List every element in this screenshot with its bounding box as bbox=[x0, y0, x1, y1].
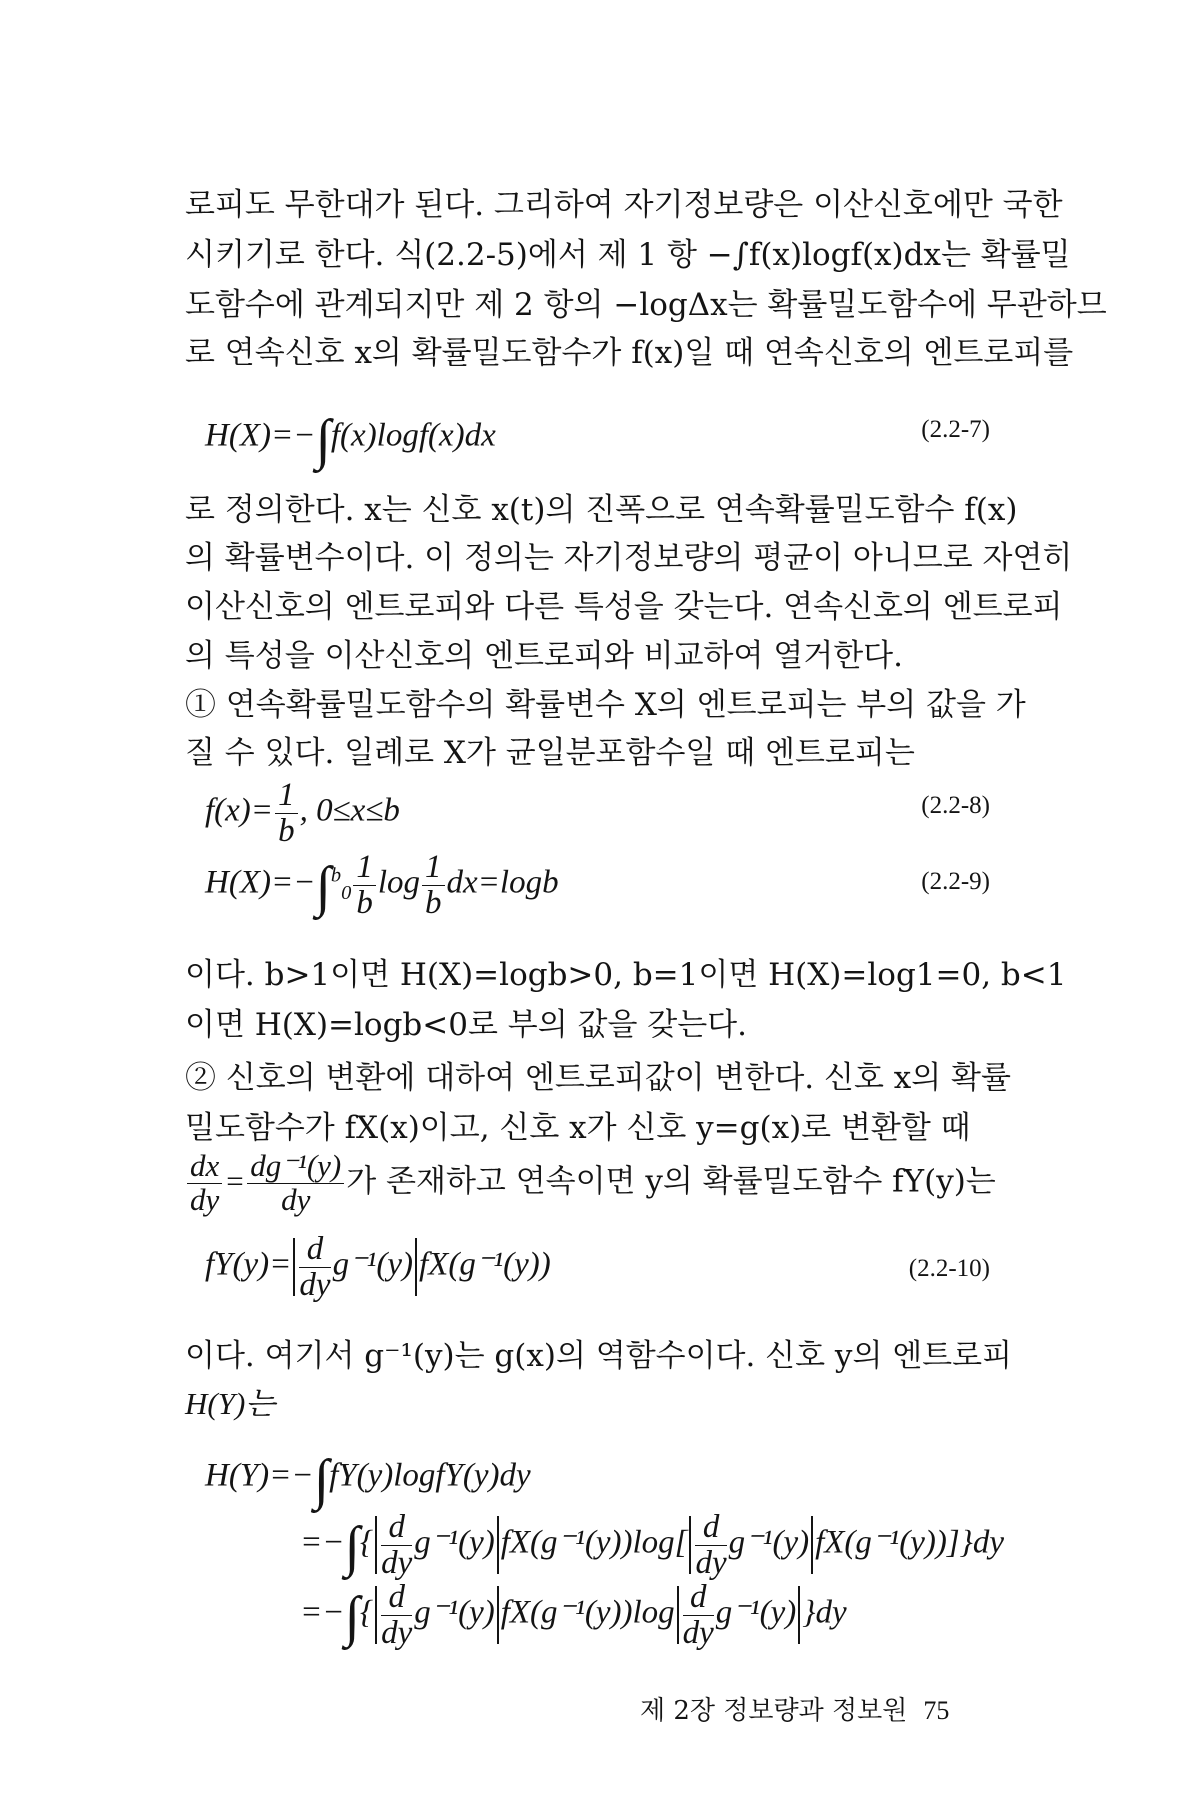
equation-hy-line-1 bbox=[205, 1448, 531, 1512]
equation-2-2-10 bbox=[205, 1232, 551, 1302]
body-line-14: 밀도함수가 fX(x)이고, 신호 x가 신호 y=g(x)로 변환할 때 bbox=[185, 1110, 971, 1146]
abs-bar bbox=[798, 1586, 800, 1644]
right-brace: } bbox=[959, 1524, 973, 1561]
integral-sign: ∫ bbox=[315, 409, 331, 471]
equation-hy-line-3-content bbox=[300, 1580, 847, 1650]
integral-sign: ∫ bbox=[344, 1586, 360, 1649]
eq-lhs: H(X)=− bbox=[205, 864, 316, 901]
equals-sign: = bbox=[224, 1163, 246, 1199]
equation-number-2-2-9: (2.2-9) bbox=[921, 868, 990, 895]
chapter-title: 제 2장 정보량과 정보원 bbox=[640, 1696, 908, 1726]
eq-mid: log bbox=[377, 864, 420, 901]
denominator: b bbox=[425, 884, 442, 921]
abs-bar bbox=[375, 1516, 377, 1574]
body-line-16: 이다. 여기서 g⁻¹(y)는 g(x)의 역함수이다. 신호 y의 엔트로피 bbox=[185, 1338, 1013, 1374]
numerator: 1 bbox=[422, 850, 445, 886]
numerator: 1 bbox=[275, 778, 298, 814]
upper-limit: b bbox=[330, 864, 342, 887]
integral-sign: ∫ bbox=[344, 1516, 360, 1579]
abs-bar bbox=[497, 1516, 499, 1574]
numerator: d bbox=[683, 1580, 714, 1616]
eq-part: fX(g⁻¹(y)) bbox=[815, 1524, 947, 1561]
body-line-13: ② 신호의 변환에 대하여 엔트로피값이 변한다. 신호 x의 확률 bbox=[185, 1060, 1011, 1096]
denominator: dy bbox=[695, 1544, 727, 1581]
left-bracket: [ bbox=[674, 1524, 688, 1561]
eq-part: g⁻¹(y) bbox=[715, 1594, 797, 1631]
eq-end: dy bbox=[972, 1524, 1005, 1561]
equation-2-2-7 bbox=[205, 408, 496, 472]
right-bracket: ] bbox=[946, 1524, 960, 1561]
denominator: b bbox=[278, 812, 295, 849]
body-line-10: 질 수 있다. 일례로 X가 균일분포함수일 때 엔트로피는 bbox=[185, 735, 915, 771]
equation-number-2-2-8: (2.2-8) bbox=[921, 792, 990, 819]
body-line-6: 의 확률변수이다. 이 정의는 자기정보량의 평균이 아니므로 자연히 bbox=[185, 540, 1073, 576]
body-line-4: 로 연속신호 x의 확률밀도함수가 f(x)일 때 연속신호의 엔트로피를 bbox=[185, 335, 1074, 371]
body-line-2: 시키기로 한다. 식(2.2-5)에서 제 1 항 −∫f(x)logf(x)dx는 확률밀 bbox=[185, 237, 1071, 273]
fraction bbox=[275, 778, 298, 848]
left-brace: { bbox=[359, 1594, 374, 1631]
numerator: dg⁻¹(y) bbox=[247, 1150, 344, 1184]
eq-lhs: H(Y)=− bbox=[205, 1457, 314, 1494]
eq-part: g⁻¹(y) bbox=[414, 1594, 495, 1631]
equation-2-2-8 bbox=[205, 778, 400, 848]
denominator: dy bbox=[299, 1266, 331, 1303]
lower-limit: 0 bbox=[341, 881, 352, 904]
numerator: d bbox=[381, 1510, 412, 1546]
left-brace: { bbox=[359, 1524, 374, 1561]
fraction bbox=[683, 1580, 714, 1650]
denominator: dy bbox=[381, 1544, 413, 1581]
denominator: dy bbox=[190, 1181, 220, 1217]
eq-start: =− bbox=[300, 1594, 345, 1631]
eq-part: g⁻¹(y) bbox=[414, 1524, 495, 1561]
abs-bar bbox=[293, 1238, 295, 1296]
equation-hy-line-2 bbox=[300, 1510, 1004, 1580]
eq-lhs: H(X)=− bbox=[205, 417, 316, 454]
numerator: 1 bbox=[353, 850, 376, 886]
numerator: d bbox=[381, 1580, 412, 1616]
eq-body: fY(y)logfY(y)dy bbox=[329, 1457, 531, 1494]
right-brace: } bbox=[802, 1594, 816, 1631]
denominator: dy bbox=[682, 1614, 714, 1651]
fraction bbox=[422, 850, 445, 920]
denominator: dy bbox=[381, 1614, 413, 1651]
eq-end: dy bbox=[815, 1594, 847, 1631]
integral-sign: ∫ bbox=[315, 856, 331, 919]
eq-mid: g⁻¹(y) bbox=[332, 1246, 414, 1283]
eq-lhs: f(x)= bbox=[205, 792, 274, 829]
body-line-9: ① 연속확률밀도함수의 확률변수 X의 엔트로피는 부의 값을 가 bbox=[185, 687, 1026, 723]
numerator: d bbox=[299, 1232, 330, 1268]
equation-number-2-2-7: (2.2-7) bbox=[921, 416, 990, 443]
eq-part: g⁻¹(y) bbox=[728, 1524, 810, 1561]
body-line-17: H(Y)는 bbox=[185, 1386, 276, 1421]
fraction bbox=[353, 850, 376, 920]
page-number: 75 bbox=[923, 1696, 950, 1725]
fraction bbox=[381, 1580, 412, 1650]
abs-bar bbox=[689, 1516, 691, 1574]
abs-bar bbox=[811, 1516, 813, 1574]
numerator: d bbox=[695, 1510, 726, 1546]
abs-bar bbox=[677, 1586, 679, 1644]
abs-bar bbox=[497, 1586, 499, 1644]
eq-tail: fX(g⁻¹(y)) bbox=[419, 1246, 551, 1283]
abs-bar bbox=[415, 1238, 417, 1296]
fraction bbox=[381, 1510, 412, 1580]
body-line-12: 이면 H(X)=logb<0로 부의 값을 갖는다. bbox=[185, 1007, 747, 1043]
body-line-15-tail: 가 존재하고 연속이면 y의 확률밀도함수 fY(y)는 bbox=[346, 1163, 996, 1200]
integral-sign: ∫ bbox=[313, 1449, 330, 1511]
abs-bar bbox=[375, 1586, 377, 1644]
body-line-11: 이다. b>1이면 H(X)=logb>0, b=1이면 H(X)=log1=0, b<1 bbox=[185, 957, 1067, 993]
eq-part: fX(g⁻¹(y))log bbox=[500, 1594, 675, 1631]
eq-lhs: fY(y)= bbox=[205, 1246, 292, 1283]
eq-tail: , 0≤x≤b bbox=[299, 792, 400, 829]
numerator: dx bbox=[187, 1150, 222, 1184]
eq-tail: dx=logb bbox=[446, 864, 559, 901]
fraction bbox=[299, 1232, 330, 1302]
eq-start: =− bbox=[300, 1524, 345, 1561]
denominator: b bbox=[356, 884, 373, 921]
page-footer bbox=[640, 1690, 949, 1727]
body-line-1: 로피도 무한대가 된다. 그리하여 자기정보량은 이산신호에만 국한 bbox=[185, 187, 1063, 223]
denominator: dy bbox=[281, 1181, 311, 1217]
fraction-dginv-dy bbox=[247, 1150, 344, 1216]
body-line-15 bbox=[185, 1148, 996, 1217]
fraction-dx-dy bbox=[187, 1150, 222, 1216]
equation-number-2-2-10: (2.2-10) bbox=[908, 1255, 990, 1282]
body-line-3: 도함수에 관계되지만 제 2 항의 −logΔx는 확률밀도함수에 무관하므 bbox=[185, 287, 1107, 323]
equation-2-2-9 bbox=[205, 850, 559, 920]
body-line-8: 의 특성을 이산신호의 엔트로피와 비교하여 열거한다. bbox=[185, 638, 903, 674]
eq-part: fX(g⁻¹(y))log bbox=[500, 1524, 675, 1561]
body-line-7: 이산신호의 엔트로피와 다른 특성을 갖는다. 연속신호의 엔트로피 bbox=[185, 589, 1063, 625]
fraction bbox=[695, 1510, 726, 1580]
body-line-5: 로 정의한다. x는 신호 x(t)의 진폭으로 연속확률밀도함수 f(x) bbox=[185, 492, 1018, 528]
eq-body: f(x)logf(x)dx bbox=[330, 417, 496, 454]
